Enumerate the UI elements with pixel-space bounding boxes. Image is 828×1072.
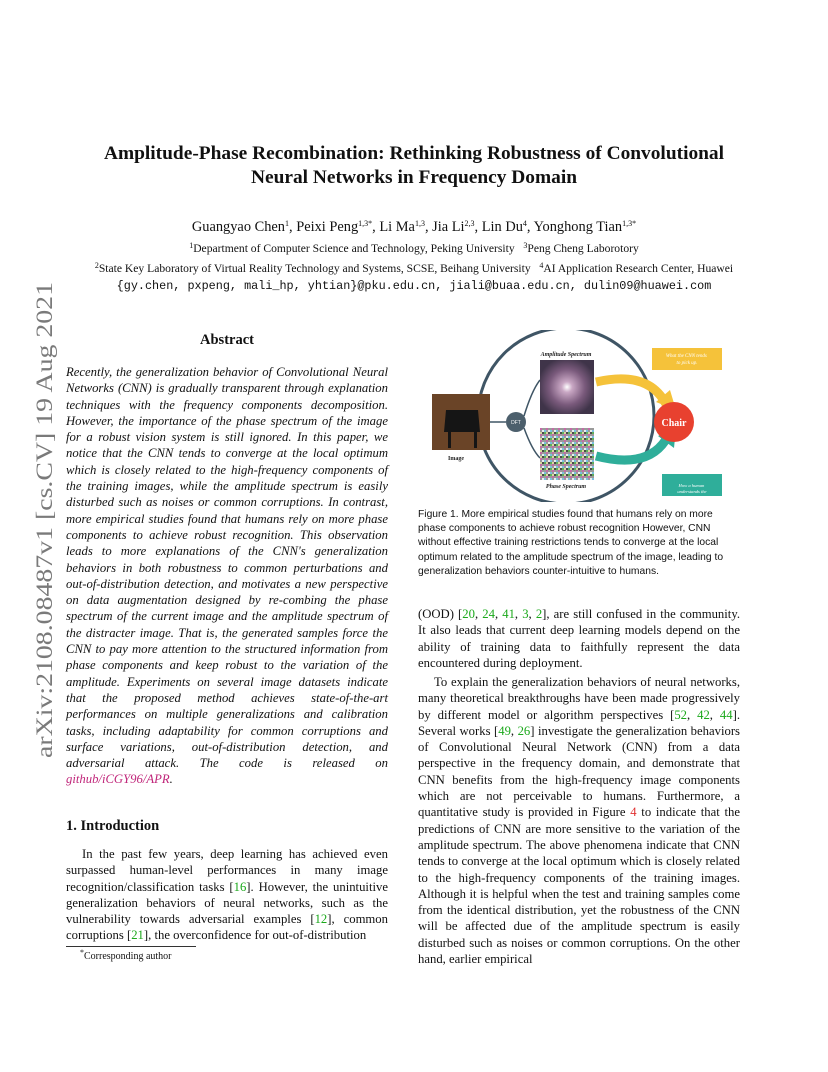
figure-reference-link[interactable]: 4 <box>630 805 637 820</box>
abstract-heading: Abstract <box>200 332 254 348</box>
amplitude-spectrum-label: Amplitude Spectrum <box>540 352 592 358</box>
footnote-rule <box>66 946 196 947</box>
intro-paragraph <box>66 846 388 944</box>
citation-link[interactable]: 12 <box>314 912 328 927</box>
author-affiliation-mark: 1 <box>285 219 289 228</box>
abstract-body <box>66 364 388 788</box>
chair-output-label: Chair <box>661 418 687 429</box>
human-note <box>677 483 706 500</box>
figure-1-diagram <box>418 330 740 502</box>
intro-text: ]. However, the unintuitive generalization behaviors of neural networks, such as the vulnerability towards adversarial examples [ <box>66 879 388 927</box>
citation-link[interactable]: 44 <box>719 707 733 722</box>
body-text: (OOD) [ <box>418 607 463 621</box>
affiliation: AI Application Research Center, Huawei <box>543 262 734 275</box>
author-list: Guangyao Chen$^1$, Peixi Peng$^{1,3*}$, Li Ma$^{1,3}$, Jia Li$^{2,3}$, Lin Du$^4$, Yonghong Tian$^{1,3*}$ <box>191 219 637 235</box>
citation-link[interactable]: 16 <box>233 879 247 894</box>
intro-text: In the past few years, deep learning has achieved even surpassed human-level performances in many image recognition/classification tasks [ <box>66 847 388 894</box>
citation-link[interactable]: 2 <box>535 607 543 621</box>
intro-text: ], the overconfidence for out-of-distribution <box>143 928 367 943</box>
footnote <box>80 948 172 962</box>
author-name: Lin Du <box>481 219 523 235</box>
arxiv-stamp-svg <box>22 280 62 760</box>
citation-link[interactable]: 41 <box>502 607 515 621</box>
affiliation: Peng Cheng Laborotory <box>527 242 639 255</box>
author-name: Guangyao Chen <box>191 219 285 235</box>
citation-link[interactable]: 49 <box>498 723 511 738</box>
intro-text: ], common corruptions [ <box>66 912 388 943</box>
footnote-mark: * <box>80 948 84 957</box>
citation-link[interactable]: 42 <box>697 707 710 722</box>
chair-icon <box>444 410 480 432</box>
body-text: ], are still confused in the community. It also leads that current deep learning models depend on the ability of training data to faithfully represent the data encountered during deployment. <box>418 607 741 670</box>
arxiv-stamp <box>22 280 62 760</box>
cnn-note-box <box>652 348 722 370</box>
body-paragraph: To explain the generalization behaviors of neural networks, many theoretical breakthroughs have been made progressively by different model or algorithm perspectives [52, 42, 44]. Several works [49, 26] investigate the generalization behaviors of Convolutional Neural Network (CNN) from a data perspective in the frequency domain, and demonstrate that CNN benefits from the high-frequency image components which are not perceivable to humans. Furthermore, a quantitative study is provided in Figure 4 to indicate that the predictions of CNN are more sensitive to the variation of the amplitude spectrum. The above phenomena indicate that CNN tends to converge at the local optimum which is closely related to the high-frequency components of the training images. Although it is helpful when the test and training samples come from the identical distribution, yet the robustness of the CNN will be affected due of the amplitude spectrum is easily disturbed such as noises or common corruptions. On the other hand, earlier empirical <box>418 675 740 967</box>
paper-title <box>60 142 768 190</box>
phase-spectrum-label: Phase Spectrum <box>545 484 587 490</box>
body-paragraph: (OOD) [20, 24, 41, 3, 2], are still confused in the community. It also leads that current deep learning models depend on the ability of training data to faithfully represent the data encountered during deployment. <box>418 607 741 670</box>
author-name: Peixi Peng <box>296 219 359 235</box>
author-affiliation-mark: 1,3* <box>358 219 373 228</box>
author-affiliation-mark: 4 <box>522 219 527 228</box>
note-line: to pick up. <box>676 361 698 366</box>
body-text: ]. Several works [ <box>418 707 740 738</box>
dft-label: DFT <box>511 420 521 426</box>
figure-1-caption: Figure 1. More empirical studies found that humans rely on more phase components to achieve robust recognition However, CNN without effective training restrictions tends to converge at the local optimum related to the amplitude spectrum of the image, leading to generalization behaviors counter-intuitive to humans. <box>418 509 724 577</box>
arxiv-stamp-text: arXiv:2108.08487v1 [cs.CV] 19 Aug 2021 <box>32 364 57 758</box>
affiliation: State Key Laboratory of Virtual Reality Technology and Systems, SCSE, Beihang University <box>98 262 531 275</box>
citation-link[interactable]: 26 <box>517 723 531 738</box>
body-text: ] investigate the generalization behaviors of Convolutional Neural Network (CNN) from a data perspective in the frequency domain, and demonstrate that CNN benefits from the high-frequency image components which are not perceivable to humans. Furthermore, a quantitative study is provided in Figure <box>418 723 740 820</box>
affiliation-mark: 3 <box>523 241 528 250</box>
affiliation-line-2 <box>40 261 788 276</box>
author-emails: {gy.chen, pxpeng, mali_hp, yhtian}@pku.edu.cn, jiali@buaa.edu.cn, dulin09@huawei.com <box>116 279 712 293</box>
amplitude-spectrum-image <box>540 360 594 414</box>
footnote-text: Corresponding author <box>84 951 172 962</box>
citation-link[interactable]: 20 <box>462 607 475 621</box>
affiliation-mark: 4 <box>539 261 544 270</box>
figure-1 <box>418 330 740 502</box>
author-affiliation-mark: 1,3* <box>622 219 637 228</box>
author-affiliation-mark: 2,3 <box>464 219 475 228</box>
note-line: image. <box>685 495 699 500</box>
author-name: Yonghong Tian <box>533 219 623 235</box>
code-link[interactable]: github/iCGY96/APR <box>66 772 170 787</box>
affiliation: Department of Computer Science and Technology, Peking University <box>193 242 515 255</box>
body-text: To explain the generalization behaviors of neural networks, many theoretical breakthroughs have been made progressively by different model or algorithm perspectives [ <box>418 675 740 722</box>
citation-link[interactable]: 3 <box>522 607 529 621</box>
cnn-note-text: What the CNN tends <box>665 354 707 359</box>
author-affiliation-mark: 1,3 <box>414 219 425 228</box>
paper-title-line2: Neural Networks in Frequency Domain <box>250 167 578 188</box>
image-label: Image <box>448 456 464 462</box>
section-heading-introduction: 1. Introduction <box>66 818 160 834</box>
author-name: Jia Li <box>432 219 465 235</box>
human-note-text: How a human <box>678 483 705 488</box>
abstract-end: . <box>169 772 173 787</box>
paper-title-line1: Amplitude-Phase Recombination: Rethinking Robustness of Convolutional <box>103 143 725 164</box>
citation-link[interactable]: 52 <box>674 707 687 722</box>
body-text: to indicate that the predictions of CNN are more sensitive to the variation of the amplitude spectrum. The above phenomena indicate that CNN tends to converge at the local optimum which is closely related to the high-frequency components of the training images. Although it is helpful when the test and training samples come from the identical distribution, yet the robustness of the CNN will be affected due of the amplitude spectrum is easily disturbed such as noises or common corruptions. On the other hand, earlier empirical <box>418 805 740 967</box>
affiliation-mark: 1 <box>189 241 194 250</box>
citation-link[interactable]: 21 <box>131 928 144 943</box>
abstract-text: Recently, the generalization behavior of Convolutional Neural Networks (CNN) is gradually transparent through explanation techniques with the frequency components decomposition. However, the importance of the phase spectrum of the image for a robust vision system is still ignored. In this paper, we notice that the CNN tends to converge at the local optimum which is closely related to the high-frequency components of the training images, while the amplitude spectrum is easily disturbed such as noises or common corruptions. In contrast, more empirical studies found that humans rely on more phase components to achieve robust recognition. This observation leads to more explanations of the CNN's generalization behaviors in both robustness to common perturbations and out-of-distribution detection, and motivates a new perspective on data augmentation designed by re-combing the phase spectrum of the current image and the amplitude spectrum of the distracter image. That is, the generated samples force the CNN to pay more attention to the structured information from phase components and keep robust to the variation of the amplitude. Experiments on several image datasets indicate that the proposed method achieves state-of-the-art performances on multiple generalizations and calibration tasks, including adaptability for common corruptions and surface variations, out-of-distribution detection, and adversarial attack. The code is released on <box>66 365 388 771</box>
affiliation-line-1 <box>40 241 788 256</box>
author-name: Li Ma <box>379 219 415 235</box>
note-line: understands the <box>677 489 707 494</box>
affiliation-mark: 2 <box>94 261 99 270</box>
citation-link[interactable]: 24 <box>482 607 495 621</box>
phase-spectrum-image <box>540 428 594 480</box>
